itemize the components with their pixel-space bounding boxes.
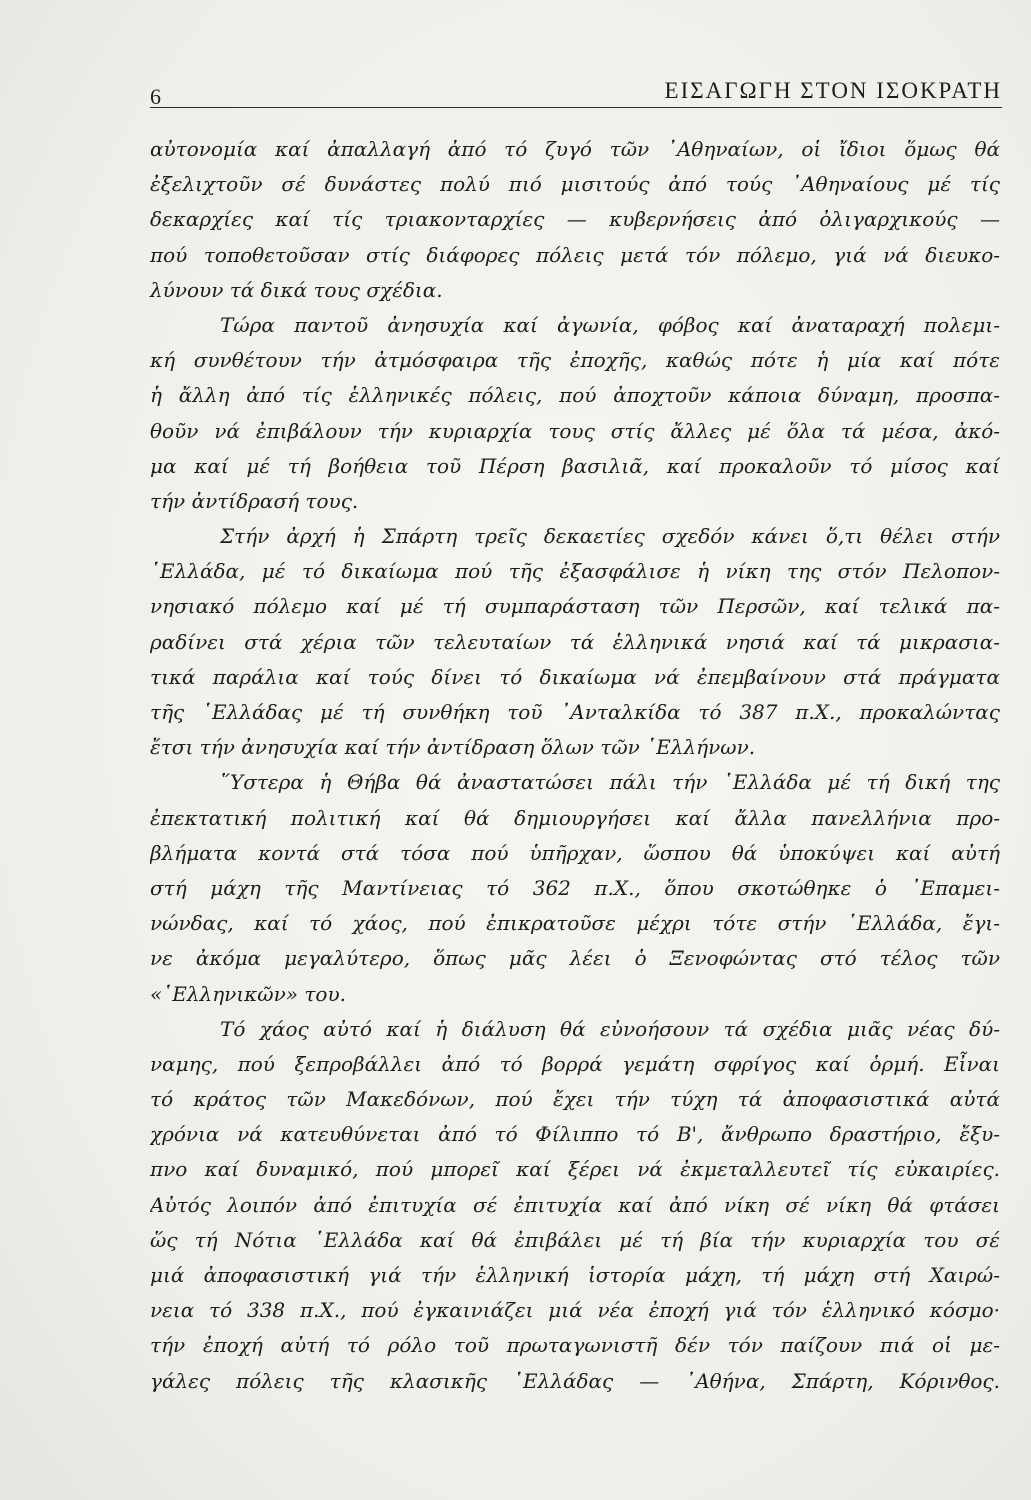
text-line: τῆς ῾Ελλάδας μέ τή συνθήκη τοῦ ᾿Ανταλκίδα τό 387 π.Χ., προκαλώντας	[150, 700, 1000, 724]
text-line: πού τοποθετοῦσαν στίς διάφορες πόλεις μετά τόν πόλεμο, γιά νά διευκο-	[150, 242, 1000, 267]
text-line: πνο καί δυναμικό, πού μπορεῖ καί ξέρει νά ἐκμεταλλευτεῖ τίς εὐκαιρίες.	[150, 1157, 1000, 1182]
text-line: τήν ἀντίδρασή τους.	[150, 488, 359, 513]
text-line: ἐξελιχτοῦν σέ δυνάστες πολύ πιό μισιτούς ἀπό τούς ᾿Αθηναίους μέ τίς	[150, 172, 1000, 197]
text-line: Στήν ἀρχή ἡ Σπάρτη τρεῖς δεκαετίες σχεδόν κάνει ὅ,τι θέλει στήν	[220, 524, 1000, 549]
text-line: ραδίνει στά χέρια τῶν τελευταίων τά ἑλληνικά νησιά καί τά μικρασια-	[150, 629, 1000, 654]
text-line: νησιακό πόλεμο καί μέ τή συμπαράσταση τῶν Περσῶν, καί τελικά πα-	[150, 594, 1000, 619]
text-line: Τώρα παντοῦ ἀνησυχία καί ἀγωνία, φόβος καί ἀναταραχή πολεμι-	[220, 312, 1000, 337]
text-line: ῾Ελλάδα, μέ τό δικαίωμα πού τῆς ἐξασφάλισε ἡ νίκη της στόν Πελοπον-	[150, 559, 1000, 584]
text-line: τήν ἐποχή αὐτή τό ρόλο τοῦ πρωταγωνιστῆ δέν τόν παίζουν πιά οἱ με-	[150, 1333, 1000, 1358]
running-title: ΕΙΣΑΓΩΓΗ ΣΤΟΝ ΙΣΟΚΡΑΤΗ	[664, 78, 1002, 103]
text-line: αὐτονομία καί ἀπαλλαγή ἀπό τό ζυγό τῶν ᾿Αθηναίων, οἱ ἴδιοι ὅμως θά	[150, 137, 1000, 161]
text-line: μα καί μέ τή βοήθεια τοῦ Πέρση βασιλιᾶ, καί προκαλοῦν τό μίσος καί	[150, 453, 1000, 478]
text-line: Τό χάος αὐτό καί ἡ διάλυση θά εὐνοήσουν τά σχέδια μιᾶς νέας δύ-	[220, 1016, 1000, 1041]
text-line: ἐπεκτατική πολιτική καί θά δημιουργήσει καί ἄλλα πανελλήνια προ-	[150, 805, 1000, 830]
text-line: δεκαρχίες καί τίς τριακονταρχίες — κυβερνήσεις ἀπό ὀλιγαρχικούς —	[150, 207, 1000, 232]
page-number: 6	[150, 84, 161, 109]
text-line: Αὐτός λοιπόν ἀπό ἐπιτυχία σέ ἐπιτυχία καί ἀπό νίκη σέ νίκη θά φτάσει	[150, 1192, 1000, 1217]
body-text	[150, 132, 1000, 1399]
text-line: ῞Υστερα ἡ Θήβα θά ἀναστατώσει πάλι τήν ῾Ελλάδα μέ τή δική της	[220, 770, 1000, 795]
text-line: βλήματα κοντά στά τόσα πού ὑπῆρχαν, ὥσπου θά ὑποκύψει καί αὐτή	[150, 840, 1000, 865]
text-line: ἔτσι τήν ἀνησυχία καί τήν ἀντίδραση ὅλων τῶν ῾Ελλήνων.	[150, 735, 756, 760]
text-line: νεια τό 338 π.Χ., πού ἐγκαινιάζει μιά νέα ἐποχή γιά τόν ἑλληνικό κόσμο·	[150, 1298, 1000, 1323]
text-line: «῾Ελληνικῶν» του.	[150, 981, 346, 1006]
text-line: ὥς τή Νότια ῾Ελλάδα καί θά ἐπιβάλει μέ τή βία τήν κυριαρχία του σέ	[150, 1227, 1000, 1252]
text-line: μιά ἀποφασιστική γιά τήν ἑλληνική ἱστορία μάχη, τή μάχη στή Χαιρώ-	[150, 1263, 1000, 1287]
text-line: γάλες πόλεις τῆς κλασικῆς ῾Ελλάδας — ᾿Αθήνα, Σπάρτη, Κόρινθος.	[150, 1368, 1000, 1393]
text-line: ἡ ἄλλη ἀπό τίς ἑλληνικές πόλεις, πού ἀποχτοῦν κάποια δύναμη, προσπα-	[150, 383, 1000, 408]
text-line: θοῦν νά ἐπιβάλουν τήν κυριαρχία τους στίς ἄλλες μέ ὅλα τά μέσα, ἀκό-	[150, 418, 1000, 443]
text-line: νώνδας, καί τό χάος, πού ἐπικρατοῦσε μέχρι τότε στήν ῾Ελλάδα, ἔγι-	[150, 911, 1000, 936]
header-rule	[150, 107, 1002, 108]
page-header	[150, 70, 1002, 109]
text-line: στή μάχη τῆς Μαντίνειας τό 362 π.Χ., ὅπου σκοτώθηκε ὁ ᾿Επαμει-	[150, 875, 1000, 900]
text-line: νε ἀκόμα μεγαλύτερο, ὅπως μᾶς λέει ὁ Ξενοφώντας στό τέλος τῶν	[150, 946, 1000, 971]
text-line: τό κράτος τῶν Μακεδόνων, πού ἔχει τήν τύχη τά ἀποφασιστικά αὐτά	[150, 1087, 1000, 1112]
text-line: χρόνια νά κατευθύνεται ἀπό τό Φίλιππο τό Β', ἄνθρωπο δραστήριο, ἔξυ-	[150, 1122, 1000, 1147]
text-line: τικά παράλια καί τούς δίνει τό δικαίωμα νά ἐπεμβαίνουν στά πράγματα	[150, 664, 1000, 689]
text-line: κή συνθέτουν τήν ἀτμόσφαιρα τῆς ἐποχῆς, καθώς πότε ἡ μία καί πότε	[150, 348, 1000, 373]
text-line: ναμης, πού ξεπροβάλλει ἀπό τό βορρά γεμάτη σφρίγος καί ὁρμή. Εἶναι	[150, 1051, 1000, 1076]
text-line: λύνουν τά δικά τους σχέδια.	[150, 277, 443, 302]
